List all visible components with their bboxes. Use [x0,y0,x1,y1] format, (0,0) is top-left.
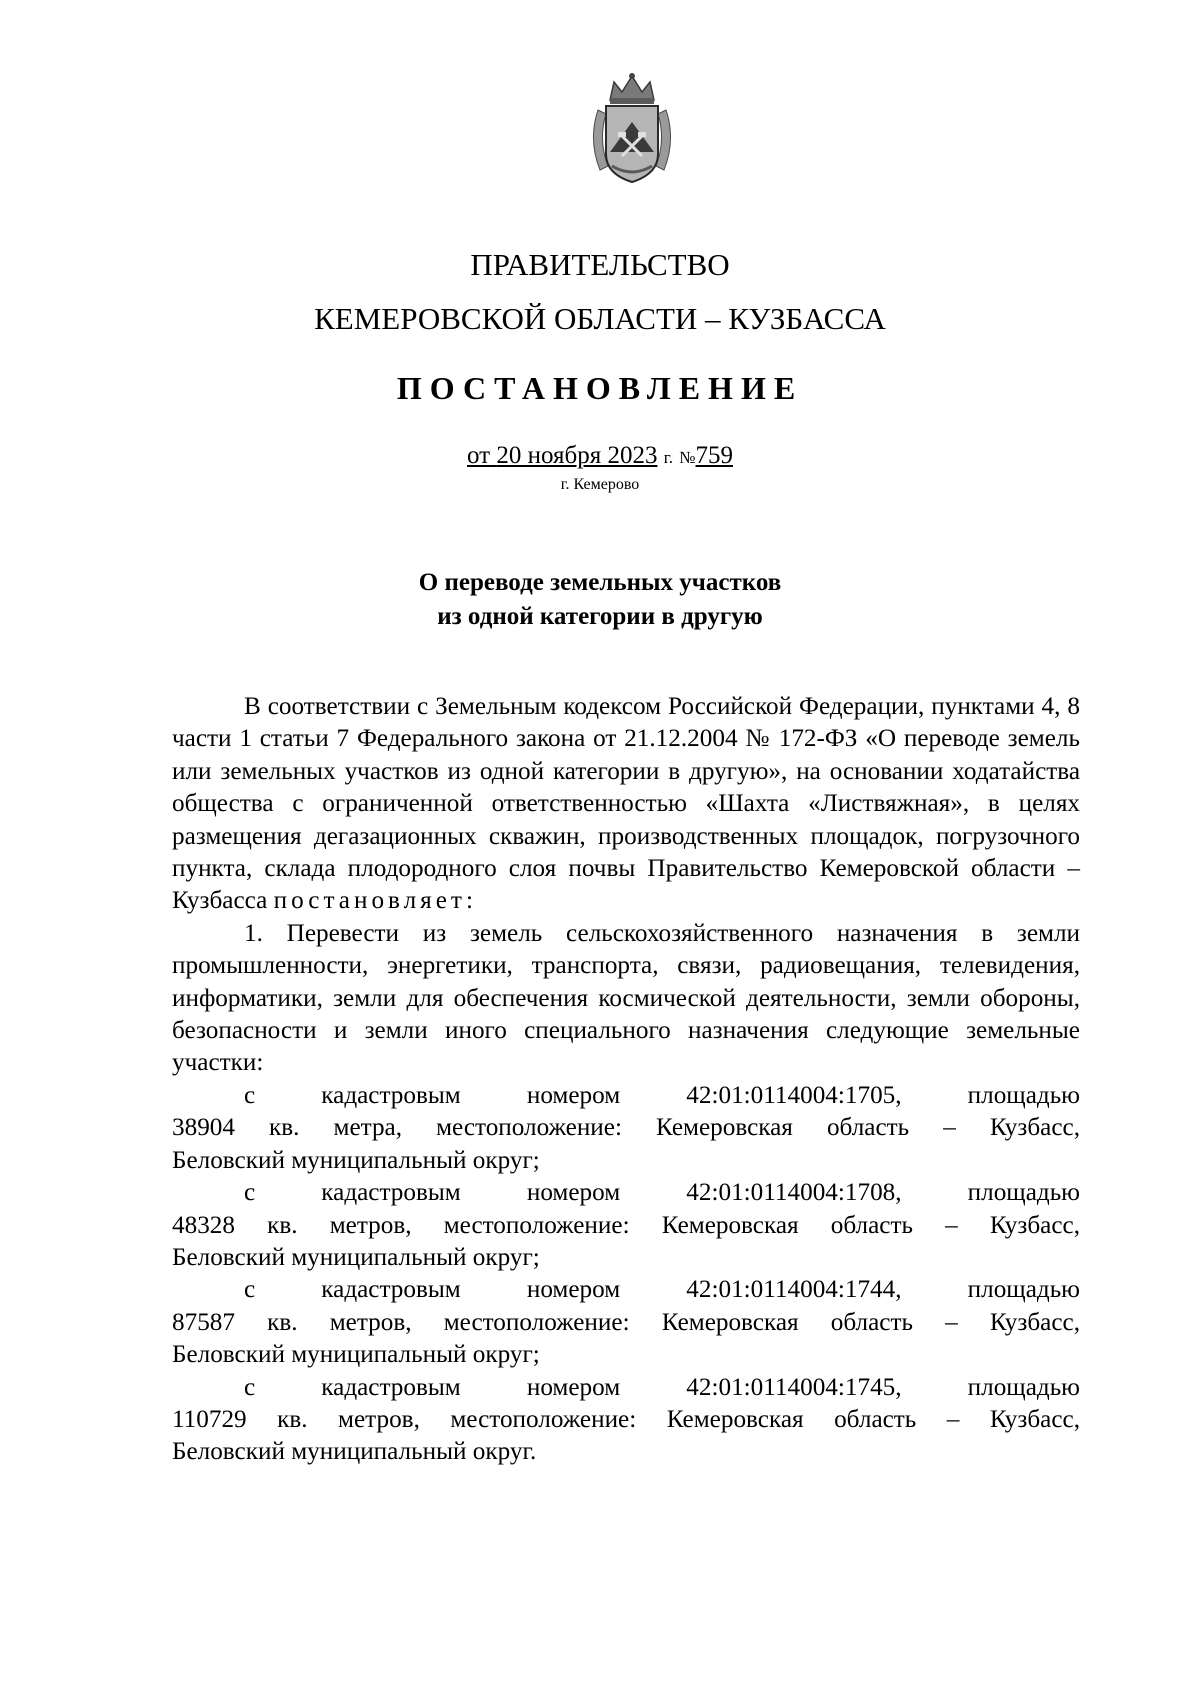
parcel-word: номером [526,1179,621,1207]
parcel-word: площадью [967,1179,1080,1207]
parcel-area-line: 87587 кв. метров, местоположение: Кемеровская область – Кузбасс, [172,1308,1080,1336]
parcel-word: площадью [967,1373,1080,1401]
parcel-word: площадью [967,1081,1080,1109]
parcel-area-line: 48328 кв. метров, местоположение: Кемеровская область – Кузбасс, [172,1211,1080,1239]
parcel-word: кадастровым [321,1081,461,1109]
parcel-head-line [172,1080,1080,1112]
parcel-entry [172,1274,1080,1371]
city-name: г. Кемерово [560,476,640,493]
parcel-word: кадастровым [321,1373,461,1401]
parcel-district-line: Беловский муниципальный округ; [172,1146,540,1174]
parcel-word: с [244,1276,256,1304]
government-name-line1: ПРАВИТЕЛЬСТВО [470,247,730,282]
government-name-line2: КЕМЕРОВСКОЙ ОБЛАСТИ – КУЗБАССА [314,301,886,336]
document-body [172,691,1080,1469]
subject-line2: из одной категории в другую [437,603,763,630]
year-suffix: г. [663,448,674,467]
parcel-word: номером [526,1373,621,1401]
coat-of-arms-icon [584,70,680,188]
decree-date: 20 ноября 2023 [496,442,658,469]
cadastral-number: 42:01:0114004:1745, [686,1373,902,1401]
cadastral-number: 42:01:0114004:1744, [686,1276,902,1304]
parcel-entry [172,1372,1080,1469]
parcel-entry [172,1080,1080,1177]
preamble-text: В соответствии с Земельным кодексом Российской Федерации, пунктами 4, 8 части 1 статьи 7 Федерального закона от 21.12.2004 № 172-ФЗ «О переводе земель или земельных участков из одной категории в другую», на основании ходатайства общества с ограниченной ответственностью «Шахта «Листвяжная», в целях размещения дегазационных скважин, производственных площадок, погрузочного пункта, склада плодородного слоя почвы Правительство Кемеровской области – Кузбасса [172,693,1080,915]
parcel-word: площадью [967,1276,1080,1304]
preamble-paragraph [172,691,1080,918]
parcel-word: кадастровым [321,1276,461,1304]
parcel-head-line [172,1177,1080,1209]
parcel-district-line: Беловский муниципальный округ; [172,1341,540,1369]
decree-verb: постановляет: [273,887,477,915]
parcel-head-line [172,1372,1080,1404]
parcel-district-line: Беловский муниципальный округ; [172,1243,540,1271]
date-prefix: от [466,442,491,469]
date-and-number [0,442,1200,470]
subject-line1: О переводе земельных участков [418,569,782,596]
parcel-area-line: 38904 кв. метра, местоположение: Кемеровская область – Кузбасс, [172,1114,1080,1142]
parcel-district-line: Беловский муниципальный округ. [172,1438,537,1466]
parcel-word: номером [526,1276,621,1304]
parcel-word: с [244,1373,256,1401]
cadastral-number: 42:01:0114004:1705, [686,1081,902,1109]
parcel-entry [172,1177,1080,1274]
decree-number: 759 [695,442,734,469]
parcel-area-line: 110729 кв. метров, местоположение: Кемеровская область – Кузбасс, [172,1405,1080,1433]
parcel-word: с [244,1081,256,1109]
number-prefix: № [679,448,696,467]
parcel-word: номером [526,1081,621,1109]
parcel-word: кадастровым [321,1179,461,1207]
parcel-word: с [244,1179,256,1207]
item-1-paragraph: 1. Перевести из земель сельскохозяйственного назначения в земли промышленности, энергетики, транспорта, связи, радиовещания, телевидения, информатики, земли для обеспечения космической деятельности, земли обороны, безопасности и земли иного специального назначения следующие земельные участки: [172,919,1080,1077]
parcel-head-line [172,1274,1080,1306]
cadastral-number: 42:01:0114004:1708, [686,1179,902,1207]
document-type-title: ПОСТАНОВЛЕНИЕ [396,370,804,406]
